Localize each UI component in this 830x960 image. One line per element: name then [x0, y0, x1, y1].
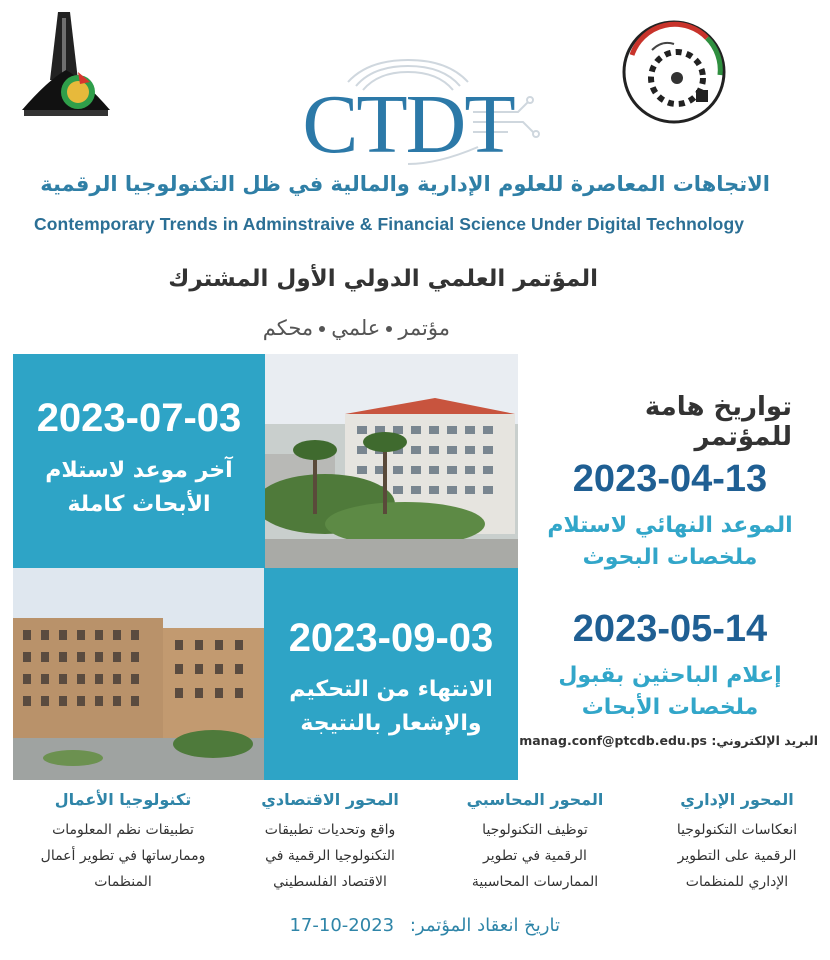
tag-item: علمي	[331, 316, 381, 340]
axis-line: وممارساتها في تطوير أعمال	[40, 848, 206, 864]
review-text-line2: والإشعار بالنتيجة	[300, 711, 482, 736]
conference-date-label: تاريخ انعقاد المؤتمر:	[409, 915, 560, 936]
axis-line: التكنولوجيا الرقمية في	[265, 848, 395, 864]
deadline-panel-full-papers	[13, 354, 265, 568]
axis-line: الاقتصاد الفلسطيني	[273, 874, 387, 890]
email-link[interactable]: manag.conf@ptcdb.edu.ps	[519, 733, 707, 748]
axis-line: انعكاسات التكنولوجيا	[676, 822, 798, 838]
conference-title-arabic: الاتجاهات المعاصرة للعلوم الإدارية والمالية في ظل التكنولوجيا الرقمية	[40, 172, 770, 196]
axis-administrative	[642, 790, 830, 895]
review-text-line1: الانتهاء من التحكيم	[289, 677, 493, 702]
axis-title: المحور الإداري	[680, 790, 794, 809]
axis-line: واقع وتحديات تطبيقات	[264, 822, 396, 838]
conference-date: 17-10-2023	[289, 915, 395, 936]
email-line	[515, 733, 818, 748]
tag-item: محكم	[262, 316, 314, 340]
axis-line: الرقمية على التطوير	[677, 848, 797, 864]
axis-line: تطبيقات نظم المعلومات	[52, 822, 194, 838]
bullet-icon	[319, 326, 325, 332]
important-dates-heading: تواريخ هامة للمؤتمر	[644, 392, 792, 452]
conference-title-english: Contemporary Trends in Adminstraive & Financial Science Under Digital Technology	[34, 214, 745, 234]
axis-accounting	[440, 790, 630, 895]
axis-title: تكنولوجيا الأعمال	[54, 790, 192, 809]
acceptance-date: 2023-05-14	[572, 608, 768, 650]
college-logo-right	[612, 20, 732, 130]
email-label: البريد الإلكتروني:	[711, 733, 818, 748]
deadline-text-line1: آخر موعد لاستلام	[45, 458, 233, 483]
axis-line: توظيف التكنولوجيا	[482, 822, 588, 838]
axis-line: المنظمات	[94, 874, 152, 890]
ctdt-logo-text: CTDT	[302, 78, 514, 171]
bullet-icon	[386, 326, 392, 332]
abstract-deadline-line1: الموعد النهائي لاستلام	[547, 513, 793, 538]
conference-name: المؤتمر العلمي الدولي الأول المشترك	[168, 266, 598, 292]
axis-business-technology	[18, 790, 228, 895]
acceptance-line2: ملخصات الأبحاث	[581, 695, 759, 720]
campus-photo-bottom	[13, 568, 264, 780]
axis-line: الإداري للمنظمات	[685, 874, 789, 890]
acceptance-line1: إعلام الباحثين بقبول	[558, 663, 782, 688]
conference-tags	[0, 316, 450, 340]
abstract-deadline-date: 2023-04-13	[572, 458, 768, 500]
university-logo-left	[18, 10, 113, 120]
axis-line: الرقمية في تطوير	[483, 848, 587, 864]
tag-item: مؤتمر	[398, 316, 450, 340]
deadline-text-line2: الأبحاث كاملة	[67, 492, 211, 517]
ctdt-logo	[258, 52, 558, 172]
abstract-deadline-line2: ملخصات البحوث	[582, 545, 758, 570]
conference-date-line	[0, 915, 560, 936]
axis-economic	[230, 790, 430, 895]
deadline-date: 2023-07-03	[36, 396, 242, 440]
axis-title: المحور المحاسبي	[466, 790, 604, 809]
campus-photo-top	[265, 354, 518, 568]
axis-title: المحور الاقتصادي	[261, 790, 399, 809]
review-date: 2023-09-03	[288, 616, 494, 660]
axis-line: الممارسات المحاسبية	[471, 874, 599, 890]
deadline-panel-review	[264, 568, 518, 780]
